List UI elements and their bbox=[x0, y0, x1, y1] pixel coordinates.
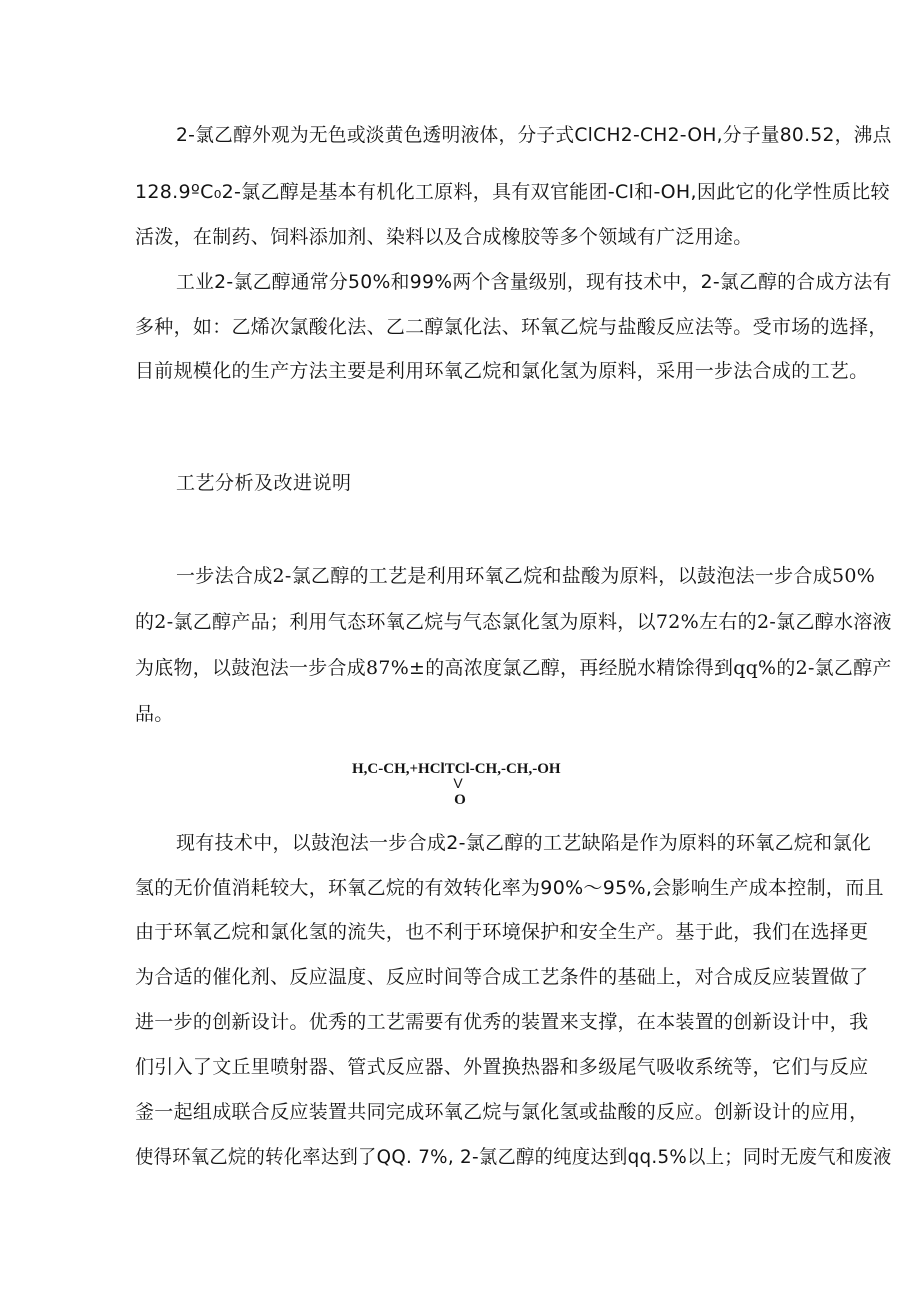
defects-line-2: 氢的无价值消耗较大，环氧乙烷的有效转化率为90%～95%,会影响生产成本控制，而且 bbox=[135, 877, 884, 899]
formula-oxygen: O bbox=[454, 792, 466, 808]
intro-line-4: 工业2-氯乙醇通常分50%和99%两个含量级别，现有技术中，2-氯乙醇的合成方法有 bbox=[176, 271, 892, 293]
defects-line-4: 为合适的催化剂、反应温度、反应时间等合成工艺条件的基础上，对合成反应装置做了 bbox=[135, 966, 869, 988]
defects-line-7: 釜一起组成联合反应装置共同完成环氧乙烷与氯化氢或盐酸的反应。创新设计的应用， bbox=[135, 1101, 869, 1123]
process-line-2: 的2-氯乙醇产品；利用气态环氧乙烷与气态氯化氢为原料，以72%左右的2-氯乙醇水溶液 bbox=[135, 611, 892, 633]
defects-line-1: 现有技术中，以鼓泡法一步合成2-氯乙醇的工艺缺陷是作为原料的环氧乙烷和氯化 bbox=[176, 832, 872, 854]
formula-bond-mark: V bbox=[453, 775, 463, 791]
defects-line-8: 使得环氧乙烷的转化率达到了QQ. 7%, 2-氯乙醇的纯度达到qq.5%以上；同时无废气和废液 bbox=[135, 1146, 892, 1168]
defects-line-6: 们引入了文丘里喷射器、管式反应器、外置换热器和多级尾气吸收系统等，它们与反应 bbox=[135, 1056, 869, 1078]
intro-line-5: 多种，如：乙烯次氯酸化法、乙二醇氯化法、环氧乙烷与盐酸反应法等。受市场的选择， bbox=[135, 316, 888, 338]
intro-line-2: 128.9ºC₀2-氯乙醇是基本有机化工原料，具有双官能团-Cl和-OH,因此它的化学性质比较 bbox=[135, 181, 890, 203]
intro-line-1: 2-氯乙醇外观为无色或淡黄色透明液体，分子式ClCH2-CH2-OH,分子量80.52，沸点 bbox=[176, 124, 892, 146]
intro-line-3: 活泼，在制药、饲料添加剂、染料以及合成橡胶等多个领域有广泛用途。 bbox=[135, 226, 753, 248]
process-line-1: 一步法合成2-氯乙醇的工艺是利用环氧乙烷和盐酸为原料，以鼓泡法一步合成50% bbox=[176, 565, 876, 587]
intro-line-6: 目前规模化的生产方法主要是利用环氧乙烷和氯化氢为原料，采用一步法合成的工艺。 bbox=[135, 360, 869, 382]
process-line-4: 品。 bbox=[135, 703, 174, 725]
formula-equation: H,C-CH,+HClTCl-CH,-CH,-OH bbox=[352, 761, 561, 777]
defects-line-5: 进一步的创新设计。优秀的工艺需要有优秀的装置来支撑，在本装置的创新设计中，我 bbox=[135, 1011, 869, 1033]
process-line-3: 为底物，以鼓泡法一步合成87%±的高浓度氯乙醇，再经脱水精馀得到qq%的2-氯乙醇产 bbox=[135, 657, 892, 679]
defects-line-3: 由于环氧乙烷和氯化氢的流失，也不利于环境保护和安全生产。基于此，我们在选择更 bbox=[135, 921, 869, 943]
section-heading: 工艺分析及改进说明 bbox=[176, 472, 352, 494]
